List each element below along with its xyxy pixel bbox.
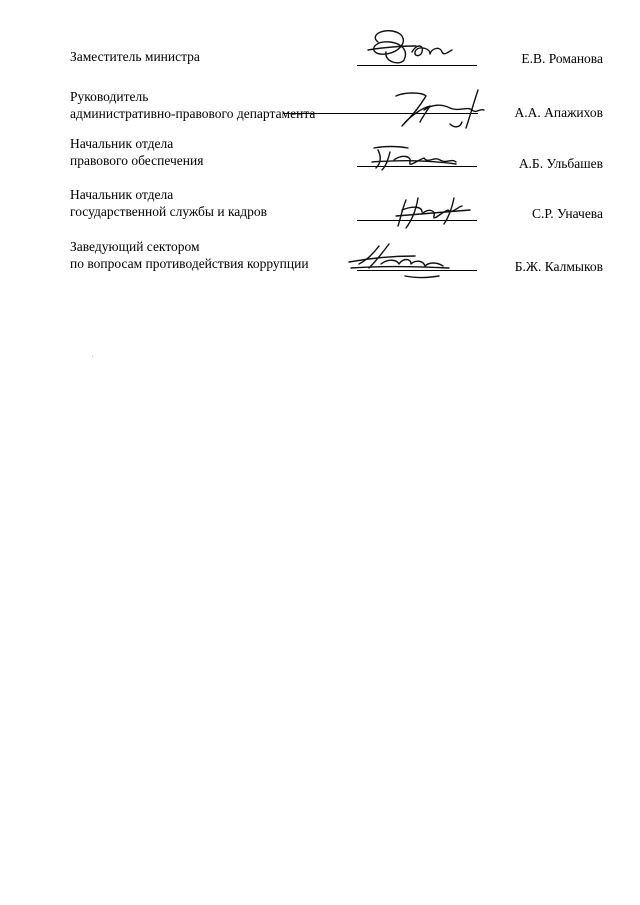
signatory-name: Е.В. Романова	[521, 51, 603, 66]
position-line: Заведующий сектором	[70, 239, 200, 254]
position-title	[70, 238, 309, 272]
handwritten-signature	[360, 22, 475, 67]
position-line: административно-правового департамента	[70, 106, 316, 121]
position-line: Руководитель	[70, 89, 149, 104]
position-line: правового обеспечения	[70, 153, 204, 168]
position-title	[70, 48, 200, 65]
signatory-name: Б.Ж. Калмыков	[514, 259, 603, 274]
position-title	[70, 186, 267, 220]
position-line: по вопросам противодействия коррупции	[70, 256, 309, 271]
position-line: Начальник отдела	[70, 136, 174, 151]
handwritten-signature	[345, 238, 460, 283]
signatory-name: А.А. Апажихов	[514, 105, 603, 120]
handwritten-signature	[368, 140, 463, 175]
position-line: государственной службы и кадров	[70, 204, 268, 219]
position-title	[70, 88, 315, 122]
handwritten-signature	[380, 82, 500, 137]
signatory-name: А.Б. Ульбашев	[518, 156, 603, 171]
position-line: Начальник отдела	[70, 187, 174, 202]
signatory-name: С.Р. Уначева	[532, 206, 603, 221]
scan-speck	[92, 356, 93, 357]
position-line: Заместитель министра	[70, 49, 200, 64]
handwritten-signature	[392, 188, 482, 233]
position-title	[70, 135, 203, 169]
